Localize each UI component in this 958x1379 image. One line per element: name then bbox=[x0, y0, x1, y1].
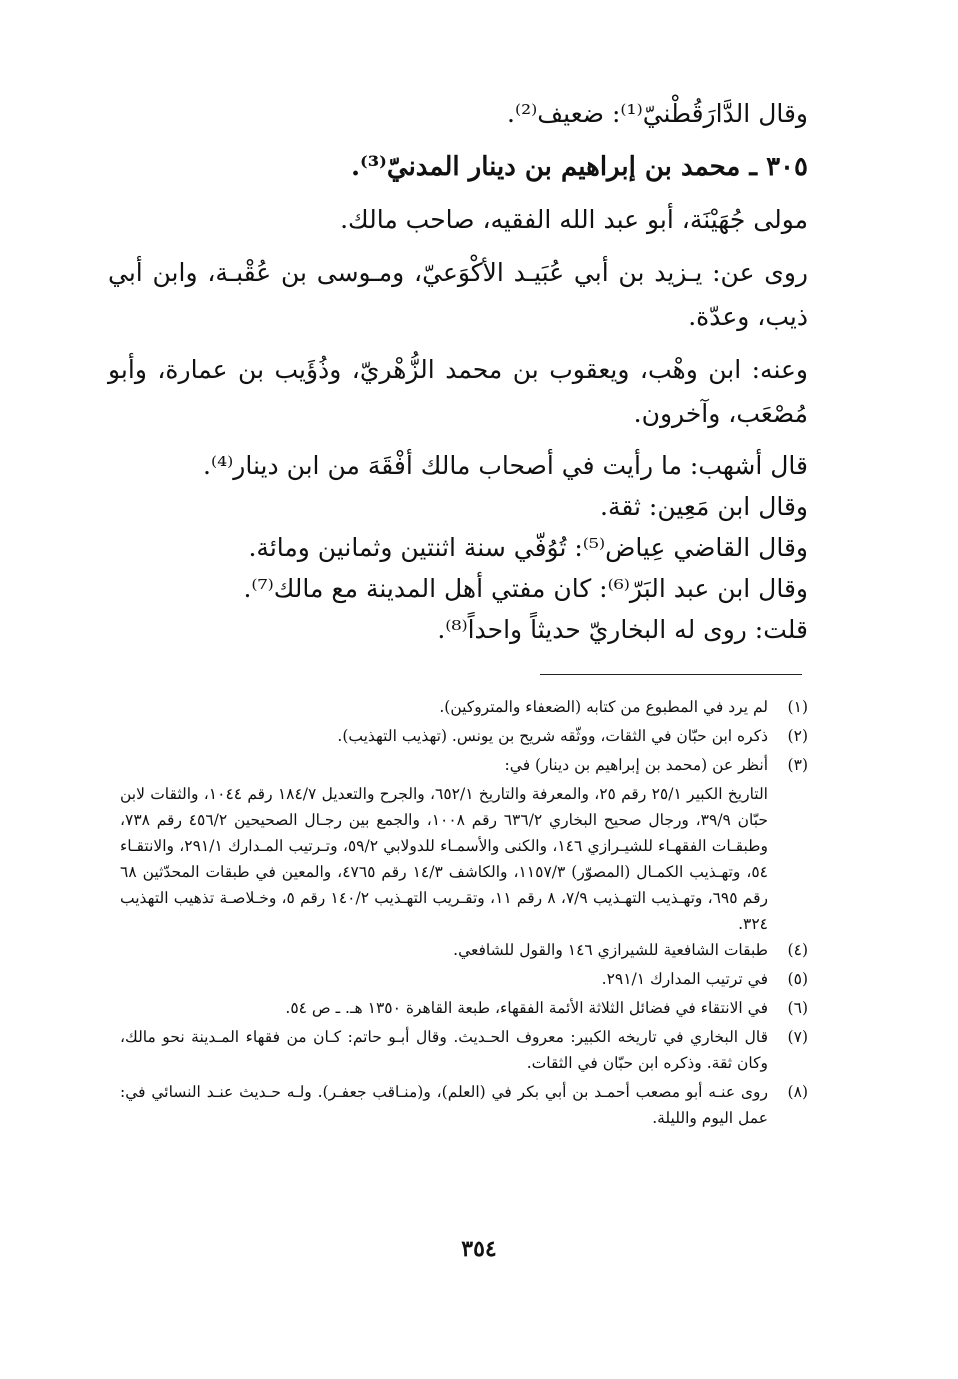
footnote-text: أنظر عن (محمد بن إبراهيم بن دينار) في: bbox=[504, 756, 768, 774]
footnote-text: ذكره ابن حبّان في الثقات، ووثّقه شريح بن يونس. (تهذيب التهذيب). bbox=[337, 727, 768, 745]
footnote-number: (٥) bbox=[787, 970, 808, 988]
footnote-item bbox=[120, 752, 808, 778]
footnote-3-sources-text: التاريخ الكبير ٢٥/١ رقم ٢٥، والمعرفة والتاريخ ٦٥٢/١، والجرح والتعديل ١٨٤/٧ رقم ١٠٤٤، والثقات لابن حبّان ٣٩/٩، ورجال صحيح البخاري ٦٣٦/٢ رقم ١٠٠٨، والجمع بين رجـال الصحيحين ٤٥٦/٢ رقم ٧٣٨، وطبقـات الفقهـاء للشيـرازي ١٤٦، والكنى والأسمـاء للدولابي ٥٩/٢، وتـرتيب المـدارك ٢٩١/١، والانتقـاء ٥٤، وتهـذيب الكمـال (المصوّر) ١١٥٧/٣، والكاشف ١٤/٣ رقم ٤٧٦٥، والمعين في طبقات المحدّثين ٦٨ رقم ٦٩٥، وتهـذيب التهـذيب ٧/٩، ٨ رقم ١١، وتقـريب التهـذيب ١٤٠/٢ رقم ٥، وخـلاصـة تذهيب التهذيب ٣٢٤. bbox=[120, 785, 769, 933]
footnote-item bbox=[120, 937, 808, 963]
footnote-text: لم يرد في المطبوع من كتابه (الضعفاء والمتروكين). bbox=[439, 698, 768, 716]
footnote-number: (٨) bbox=[787, 1083, 808, 1101]
footnotes-section bbox=[120, 694, 808, 1134]
daraqutni-line: وقال الدَّارَقُطْنيّ⁽¹⁾: ضعيف⁽²⁾. bbox=[507, 99, 808, 128]
mawla-line: مولى جُهَيْنَة، أبو عبد الله الفقيه، صاحب مالك. bbox=[340, 205, 808, 234]
footnote-text: طبقات الشافعية للشيرازي ١٤٦ والقول للشافعي. bbox=[453, 941, 768, 959]
entry-heading: ٣٠٥ ـ محمد بن إبراهيم بن دينار المدنيّ⁽³⁾. bbox=[350, 152, 808, 182]
footnote-number: (١) bbox=[787, 698, 808, 716]
footnote-item bbox=[120, 694, 808, 720]
quote-ibn-main: وقال ابن مَعِين: ثقة. bbox=[600, 492, 808, 521]
footnote-text: روى عنـه أبو مصعب أحمـد بن أبي بكر في (العلم)، و(منـاقب جعفـر). ولـه حـديث عنـد النسائي في: عمل اليوم والليلة. bbox=[120, 1083, 768, 1127]
footnote-number: (٧) bbox=[787, 1028, 808, 1046]
footnote-item bbox=[120, 966, 808, 992]
quotes-block bbox=[108, 445, 808, 650]
footnote-number: (٦) bbox=[787, 999, 808, 1017]
footnote-item bbox=[120, 995, 808, 1021]
footnote-number: (٢) bbox=[787, 727, 808, 745]
main-text bbox=[108, 92, 808, 650]
quote-ibn-abd-albarr: وقال ابن عبد البَرّ⁽⁶⁾: كان مفتي أهل المدينة مع مالك⁽⁷⁾. bbox=[243, 574, 808, 603]
quote-qadi-iyad: وقال القاضي عِياض⁽⁵⁾: تُوُفّي سنة اثنتين وثمانين ومائة. bbox=[248, 533, 808, 562]
narrated-by-paragraph: وعنه: ابن وهْب، ويعقوب بن محمد الزُّهْريّ، وذُؤَيب بن عمارة، وأبو مُصْعَب، وآخرون. bbox=[108, 355, 808, 428]
footnote-3-sources bbox=[120, 781, 808, 937]
footnote-item bbox=[120, 1024, 808, 1076]
quote-author-note: قلت: روى له البخاريّ حديثاً واحداً⁽⁸⁾. bbox=[437, 615, 808, 644]
footnote-text: قال البخاري في تاريخه الكبير: معروف الحـديث. وقال أبـو حاتم: كـان من فقهاء المـدينة نحو مالك، وكان ثقة. وذكره ابن حبّان في الثقات. bbox=[120, 1028, 768, 1072]
footnote-number: (٤) bbox=[787, 941, 808, 959]
footnote-text: في ترتيب المدارك ٢٩١/١. bbox=[601, 970, 768, 988]
footnote-number: (٣) bbox=[787, 756, 808, 774]
quote-ashhab: قال أشهب: ما رأيت في أصحاب مالك أفْقَهَ من ابن دينار⁽⁴⁾. bbox=[203, 451, 808, 480]
page-number: ٣٥٤ bbox=[461, 1236, 497, 1262]
footnote-text: في الانتقاء في فضائل الثلاثة الأئمة الفقهاء، طبعة القاهرة ١٣٥٠ هـ. ـ ص ٥٤. bbox=[285, 999, 768, 1017]
footnote-divider bbox=[540, 674, 802, 675]
narrated-from-paragraph: روى عن: يـزيد بن أبي عُبَيـد الأكْوَعيّ، ومـوسى بن عُقْبـة، وابن أبي ذيب، وعدّة. bbox=[108, 258, 808, 331]
footnote-item bbox=[120, 723, 808, 749]
footnote-item bbox=[120, 1079, 808, 1131]
